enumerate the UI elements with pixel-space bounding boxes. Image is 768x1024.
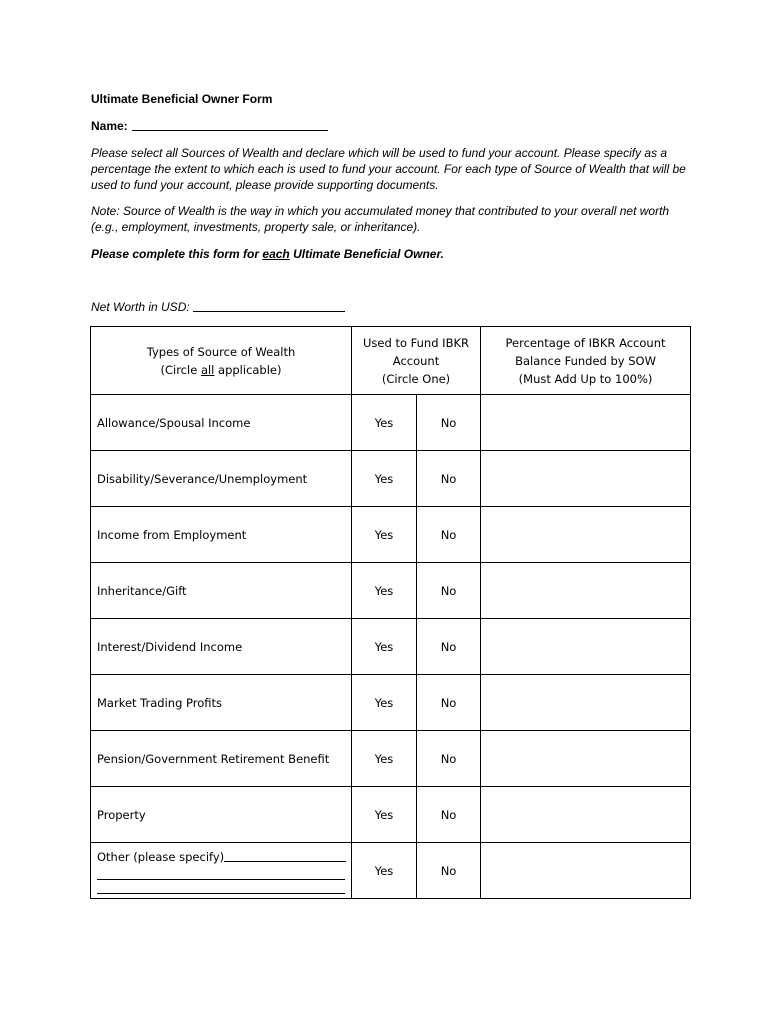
row-type-property[interactable]: Property [91, 787, 352, 843]
header-types-post: applicable) [214, 362, 282, 377]
header-used-line1: Used to Fund IBKR [363, 335, 469, 350]
row-yes-option[interactable]: Yes [352, 451, 417, 507]
form-title: Ultimate Beneficial Owner Form [91, 92, 273, 106]
table-row [91, 563, 691, 619]
row-no-option[interactable]: No [417, 619, 481, 675]
row-type-pension[interactable]: Pension/Government Retirement Benefit [91, 731, 352, 787]
row-yes-option[interactable]: Yes [352, 787, 417, 843]
other-specify-line-2[interactable] [97, 866, 345, 880]
header-types-all: all [200, 362, 215, 377]
other-label-line [97, 848, 351, 866]
source-of-wealth-table [90, 326, 691, 899]
row-no-option[interactable]: No [417, 395, 481, 451]
name-blank-line[interactable] [132, 118, 328, 131]
row-percentage-cell[interactable] [481, 731, 691, 787]
row-yes-option[interactable]: Yes [352, 563, 417, 619]
net-worth-blank-line[interactable] [193, 299, 345, 312]
table-row [91, 731, 691, 787]
table-header-row [91, 327, 691, 395]
row-no-option[interactable]: No [417, 507, 481, 563]
row-percentage-cell[interactable] [481, 787, 691, 843]
row-percentage-cell[interactable] [481, 843, 691, 899]
row-yes-option[interactable]: Yes [352, 619, 417, 675]
table-row [91, 787, 691, 843]
table-row [91, 619, 691, 675]
other-specify-line-3[interactable] [97, 880, 345, 894]
header-pct-line2: Balance Funded by SOW [515, 353, 656, 368]
header-types-pre: (Circle [160, 362, 201, 377]
row-no-option[interactable]: No [417, 563, 481, 619]
other-label: Other (please specify) [97, 849, 225, 864]
header-types [91, 327, 352, 395]
note-paragraph: Note: Source of Wealth is the way in which you accumulated money that contributed to your overall net worth (e.g., employment, investments, property sale, or inheritance). [91, 204, 670, 234]
row-no-option[interactable]: No [417, 843, 481, 899]
row-type-allowance[interactable]: Allowance/Spousal Income [91, 395, 352, 451]
row-yes-option[interactable]: Yes [352, 507, 417, 563]
row-yes-option[interactable]: Yes [352, 395, 417, 451]
table-row [91, 507, 691, 563]
complete-prefix: Please complete this form for [91, 247, 263, 261]
name-field-row [91, 118, 328, 133]
row-percentage-cell[interactable] [481, 451, 691, 507]
header-types-line1: Types of Source of Wealth [146, 344, 296, 359]
row-type-interest[interactable]: Interest/Dividend Income [91, 619, 352, 675]
row-no-option[interactable]: No [417, 787, 481, 843]
table-row [91, 451, 691, 507]
row-percentage-cell[interactable] [481, 619, 691, 675]
header-used-line2: Account [392, 353, 440, 368]
row-type-inheritance[interactable]: Inheritance/Gift [91, 563, 352, 619]
complete-each-instruction [91, 246, 691, 262]
header-percentage [481, 327, 691, 395]
net-worth-row [91, 299, 345, 314]
table-row [91, 675, 691, 731]
other-specify-blank[interactable] [224, 849, 346, 862]
complete-suffix: Ultimate Beneficial Owner. [289, 247, 444, 261]
table-row [91, 395, 691, 451]
row-yes-option[interactable]: Yes [352, 675, 417, 731]
header-pct-line3: (Must Add Up to 100%) [518, 371, 653, 386]
header-used-to-fund [352, 327, 481, 395]
row-percentage-cell[interactable] [481, 675, 691, 731]
header-types-line2 [91, 361, 351, 379]
name-label: Name: [91, 119, 128, 133]
header-pct-line1: Percentage of IBKR Account [505, 335, 666, 350]
row-type-trading[interactable]: Market Trading Profits [91, 675, 352, 731]
row-percentage-cell[interactable] [481, 507, 691, 563]
row-type-disability[interactable]: Disability/Severance/Unemployment [91, 451, 352, 507]
row-percentage-cell[interactable] [481, 395, 691, 451]
row-percentage-cell[interactable] [481, 563, 691, 619]
row-type-employment[interactable]: Income from Employment [91, 507, 352, 563]
table-row-other [91, 843, 691, 899]
row-no-option[interactable]: No [417, 451, 481, 507]
complete-each: each [262, 247, 290, 261]
instructions-paragraph: Please select all Sources of Wealth and declare which will be used to fund your account. Please specify as a percentage the extent to which each is used to fund your account. For each type of Source of Wealth that will be used to fund your account, please provide supporting documents. [91, 146, 686, 192]
row-no-option[interactable]: No [417, 731, 481, 787]
row-type-other[interactable] [91, 843, 352, 899]
row-yes-option[interactable]: Yes [352, 731, 417, 787]
header-used-line3: (Circle One) [381, 371, 451, 386]
row-yes-option[interactable]: Yes [352, 843, 417, 899]
row-no-option[interactable]: No [417, 675, 481, 731]
net-worth-label: Net Worth in USD: [91, 300, 190, 314]
